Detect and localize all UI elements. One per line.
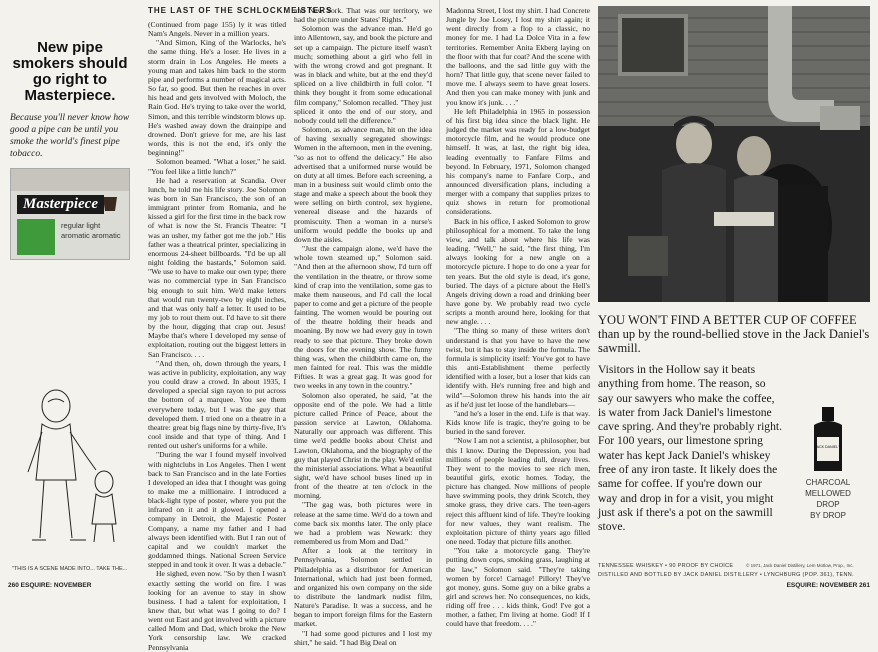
paragraph: Solomon, as advance man, hit on the idea of having sexually segregated showings: Women in the afternoon, men in the evening, "so as not to offend the delicacy." He also advertised that a uniformed nurse would be on duty at all times. Before each screening, a man in a business suit would climb onto the stage and make a speech about the book they were selling on birth control, sex hygiene, venereal disease and the hazards of promiscuity. Then a woman in a nurse's uniform would peddle the books up and down the aisles. <box>294 125 432 244</box>
paragraph: He had a reservation at Scandia. Over lunch, he told me his life story. Joe Solomon was born in San Francisco, the son of an immigrant printer from Romania, and he kissed a girl for the first time in the back row of what is now the St. Francis Theatre: "I was an usher, my father got me the job." His father was a theatrical printer, specializing in enormous 24-sheet billboards. "I'd be up all night folding the bastards," Solomon said. "We use to have to make our own type; there was no commercial type in San Francisco big enough to suit him. We'd make letters that would run twenty-two by eight inches, and that was only half a letter. It used to be my job to rout them out. I'd have to sit there by the hour, digging that crap out. Jesus! Maybe that's where I developed my sense of exploitation, routing out the biggest letters in San Francisco. . . . <box>148 175 286 359</box>
paragraph: He left Philadelphia in 1965 in possession of his first big idea since the black light. He judged the market was ready for a low-budget motorcycle film, and he would produce one himself. It was, at last, the right big idea, leading eventually to Fanfare Films and beyond. In February, 1971, Solomon changed his company's name to Fanfare Corp., and announced diversification plans, including a merger with a company that supplies prizes to quiz shows in return for promotional considerations. <box>446 106 590 217</box>
page-folio-right: ESQUIRE: NOVEMBER 261 <box>786 582 870 589</box>
pipe-tobacco-ad <box>10 40 130 260</box>
tin-green-panel <box>17 219 55 255</box>
ad-body: Because you'll never know how good a pipe can be until you smoke the world's finest pipe tobacco. <box>10 113 130 159</box>
paragraph: "and he's a loser in the end. Life is that way. Kids know life is tragic, they're going to be buried in the sand forever. <box>446 408 590 437</box>
tin-lid <box>11 169 129 191</box>
paragraph: "And then, oh, down through the years, I was active in publicity, exploitation, any way you could draw a crowd. In about 1935, I developed a special sign rayon to put across the bottom of a marquee. You see them everywhere today, but I was the guy that developed them. I tried one on a theatre in a theatre: great big flags nine by thirty-five, It's cool inside and that type of thing. And I rented out usher's uniforms for a while. <box>148 358 287 451</box>
paragraph: "I had some good pictures and I lost my shirt," he said. "I had Big Deal on <box>294 628 432 647</box>
paragraph: "The thing so many of these writers don't understand is that you have to have the new twist, but it has to stay inside the formula. The formula is simplicity itself: You've got to have this anti-Establishment theme perfectly identified with a loser, but a loser that kids can identify with. He's running free and high and wild"—Solomon threw his hands into the air as if he'd just let loose of the handlebars— <box>446 326 590 409</box>
whiskey-bottle-icon <box>808 407 848 473</box>
left-page <box>0 0 438 652</box>
paragraph: After a look at the territory in Pennsylvania, Solomon settled in Philadelphia as a distributor for American International, which had just been formed, and organized his own company on the side to distribute the landmark nudist film, Nature's Paradise. It was a success, and he began to import foreign films for the Eastern market. <box>294 546 432 629</box>
whiskey-ad-distilled: DISTILLED AND BOTTLED BY JACK DANIEL DISTILLERY • LYNCHBURG (POP. 361), TENN. <box>598 572 854 578</box>
article-column-1 <box>148 20 287 652</box>
brand-name: Masterpiece <box>17 195 104 214</box>
page-folio-left: 260 ESQUIRE: NOVEMBER <box>8 582 92 589</box>
paragraph: (Continued from page 155) ly it was titled Nam's Angels. Never in a million years. <box>148 20 286 39</box>
cartoon-caption: "THIS IS A SCENE MADE INTO... TAKE THE... <box>12 566 128 572</box>
sidebar-line: CHARCOAL MELLOWED <box>805 478 851 498</box>
paragraph: "During the war I found myself involved with nightclubs in Los Angeles. Then I went back to San Francisco and in the late Forties I developed an idea that I thought was going to make me a millionaire. I introduced a black-light type of poster, where you put the infrared on it and it glowed. I opened a company in Detroit, the Majestic Poster Company, a name my father and I had always been identified with. But I ran out of capital and we couldn't market the goddamned things. National Screen Service stepped in and took it over. It was a debacle." <box>148 450 286 570</box>
tobacco-tin-image <box>10 168 130 260</box>
paragraph: "And Simon, King of the Warlocks, he's the same thing. He's a loser. He lives in a storm drain in Los Angeles. He meets a young man and takes him back to the storm pipe and performs a number of magical acts. So far, so good. But then he reaches in over his head and gets involved with Moloch, the Rain God. He's trying to take over the world, Simon, and this terrible windstorm blows up. He's washed away down the drainpipe and drowned. Don't grieve for me, are his last words, this is not the end, it's only the beginning!" <box>148 38 286 158</box>
whiskey-ad-tagline: TENNESSEE WHISKEY • 90 PROOF BY CHOICE <box>598 563 734 569</box>
cartoon-illustration <box>12 372 132 564</box>
paragraph: "The gag was, both pictures were in release at the same time. We'd do a town and come back six months later. The only place we had a problem was Newark: they remembered us from Mom and Dad." <box>294 500 432 547</box>
bottle-label: JACK DANIEL'S <box>814 445 842 449</box>
article-column-3 <box>446 6 590 629</box>
whiskey-bottle-panel <box>786 407 870 521</box>
paragraph: Solomon beamed. "What a loser," he said. "You feel like a little lunch?" <box>148 157 286 176</box>
article-column-2 <box>294 6 432 647</box>
paragraph: He sighed, even now. "So by then I wasn't exactly setting the world on fire. I was looking for an avenue to stay in show business. I had a talent for exploitation, I knew that, but what was I going to do? I went out East and got involved with a picture called Mom and Dad, which broke the New York censorship law. We cracked Pennsylvania <box>148 569 286 652</box>
paragraph: and New York. That was our territory, we had the picture under States' Rights." <box>294 6 432 25</box>
sidebar-line: DROP <box>816 500 840 509</box>
sawmill-photo <box>598 6 870 302</box>
tin-variant: regular light aromatic aromatic <box>61 221 121 240</box>
paragraph: "You take a motorcycle gang. They're putting down cops, smoking grass, laughing at the law," Solomon said. "They're taking women by force! Carnage! Pillory! They've got money, guns. Some guy on a bike grabs a girl and screws her. No consequences, no kids, riding off free . . . kids think, God! I've got a mother, a father, I'm living at home. God! If I could have that freedom. . . ." <box>446 546 590 629</box>
paragraph: Madonna Street, I lost my shirt. I had Concrete Jungle by Joe Losey, I lost my shirt again; it went directly from a flop to a classic, no money for me. I had La Dolce Vita in a few territories. Remember Anita Ekberg laying on the floor with that fur coat? And the scene with the balloons, and the sad little guy with the horn? That little guy, that scene never failed to move me. I always seem to have great losers. And then you can make money with junk and you know it's junk. . . ." <box>446 6 590 107</box>
paragraph: Back in his office, I asked Solomon to grow philosophical for a moment. To take the long view, and talk about where his life was leading. "Well," he said, "the first thing, I'm always looking for a new angle on a motorcycle picture. I hope to do one a year for ten years. But the old style is dead, it's gone, buried. The days of a picture about the Hell's Angels driving down a road and drinking beer have gone by. We probably read two cycle scripts a month around here, looking for that new angle. . . . <box>446 216 590 327</box>
whiskey-ad-copyright: © 1971, Jack Daniel Distillery, Lem Motlow, Prop., Inc. <box>746 563 854 568</box>
story-title: THE LAST OF THE SCHLOCKMEISTERS <box>148 6 333 15</box>
whiskey-ad-headline: YOU WON'T FIND A BETTER CUP OF COFFEE than up by the round-bellied stove in the Jack Daniel's sawmill. <box>598 313 870 355</box>
paragraph: "Now I am not a scientist, a philosopher, but this I know. During the Depression, you had millions of people leading dull, dreary lives. They went to the movies to see rich men, beautiful girls, exotic homes. Today, the picture has changed. Now millions of people have swimming pools, they drink Scotch, they smoke grass, they drive cars. The teen-agers reject this affluent kind of life. They're looking for new values, they want realism. The exploitation picture of thirty years ago filled one need. Today that picture fills another. <box>446 436 590 547</box>
paragraph: Solomon also operated, he said, "at the opposite end of the pole. We had a little picture called Prince of Peace, about the passion service at Lawton, Oklahoma. Naturally our approach was different. This time we'd peddle books about Christ and Lawton, Oklahoma, and the biography of the guy that played Christ in the play. We'd enlist the ministerial associations. What a beautiful sight, we'd have school buses lined up in front of the theatre at ten o'clock in the morning. <box>294 390 432 501</box>
paragraph: Solomon was the advance man. He'd go into Allentown, say, and book the picture and set up a campaign. The picture itself wasn't much; something about a girl who fell in with the wrong crowd and got pregnant. It was in black and white, but at the end they'd spliced on a live childbirth in full color. "I think they bought it from some educational film company," Solomon recalled. "They just spliced it onto the end of our story, and nobody could tell the difference." <box>294 24 432 125</box>
right-page <box>439 0 878 629</box>
whiskey-ad-body <box>598 363 870 537</box>
whiskey-ad-copy: Visitors in the Hollow say it beats anything from home. The reason, so say our sawyers who make the coffee, is water from Jack Daniel's limestone cave spring. And they're probably right. For 100 years, our limestone spring water has kept Jack Daniel's whiskey free of any iron taste. It likely does the same for coffee. If you're down our way and drop in for a visit, you might just ask if there's a pot on the sawmill stove. <box>598 363 782 534</box>
sidebar-line: BY DROP <box>810 511 846 520</box>
ad-headline: New pipe smokers should go right to Masterpiece. <box>12 39 128 104</box>
paragraph: "Just the campaign alone, we'd have the whole town steamed up," Solomon said. "And then at the afternoon show, I'd turn off the ventilation in the theatre, or throw some kind of crap into the ventilation, some gas to make them nauseous, and I'd call the local paper to come and get a picture of the people fainting. The women would be pouring out of the theatre holding their heads and moaning. By now we had every guy in town ready to see that picture. They broke down the doors for the evening show. The funny thing was, when the childbirth came on, the men fainted for real. This was the middle Fifties. It was a great gag. It was good for two weeks in any town in the country." <box>294 244 432 391</box>
